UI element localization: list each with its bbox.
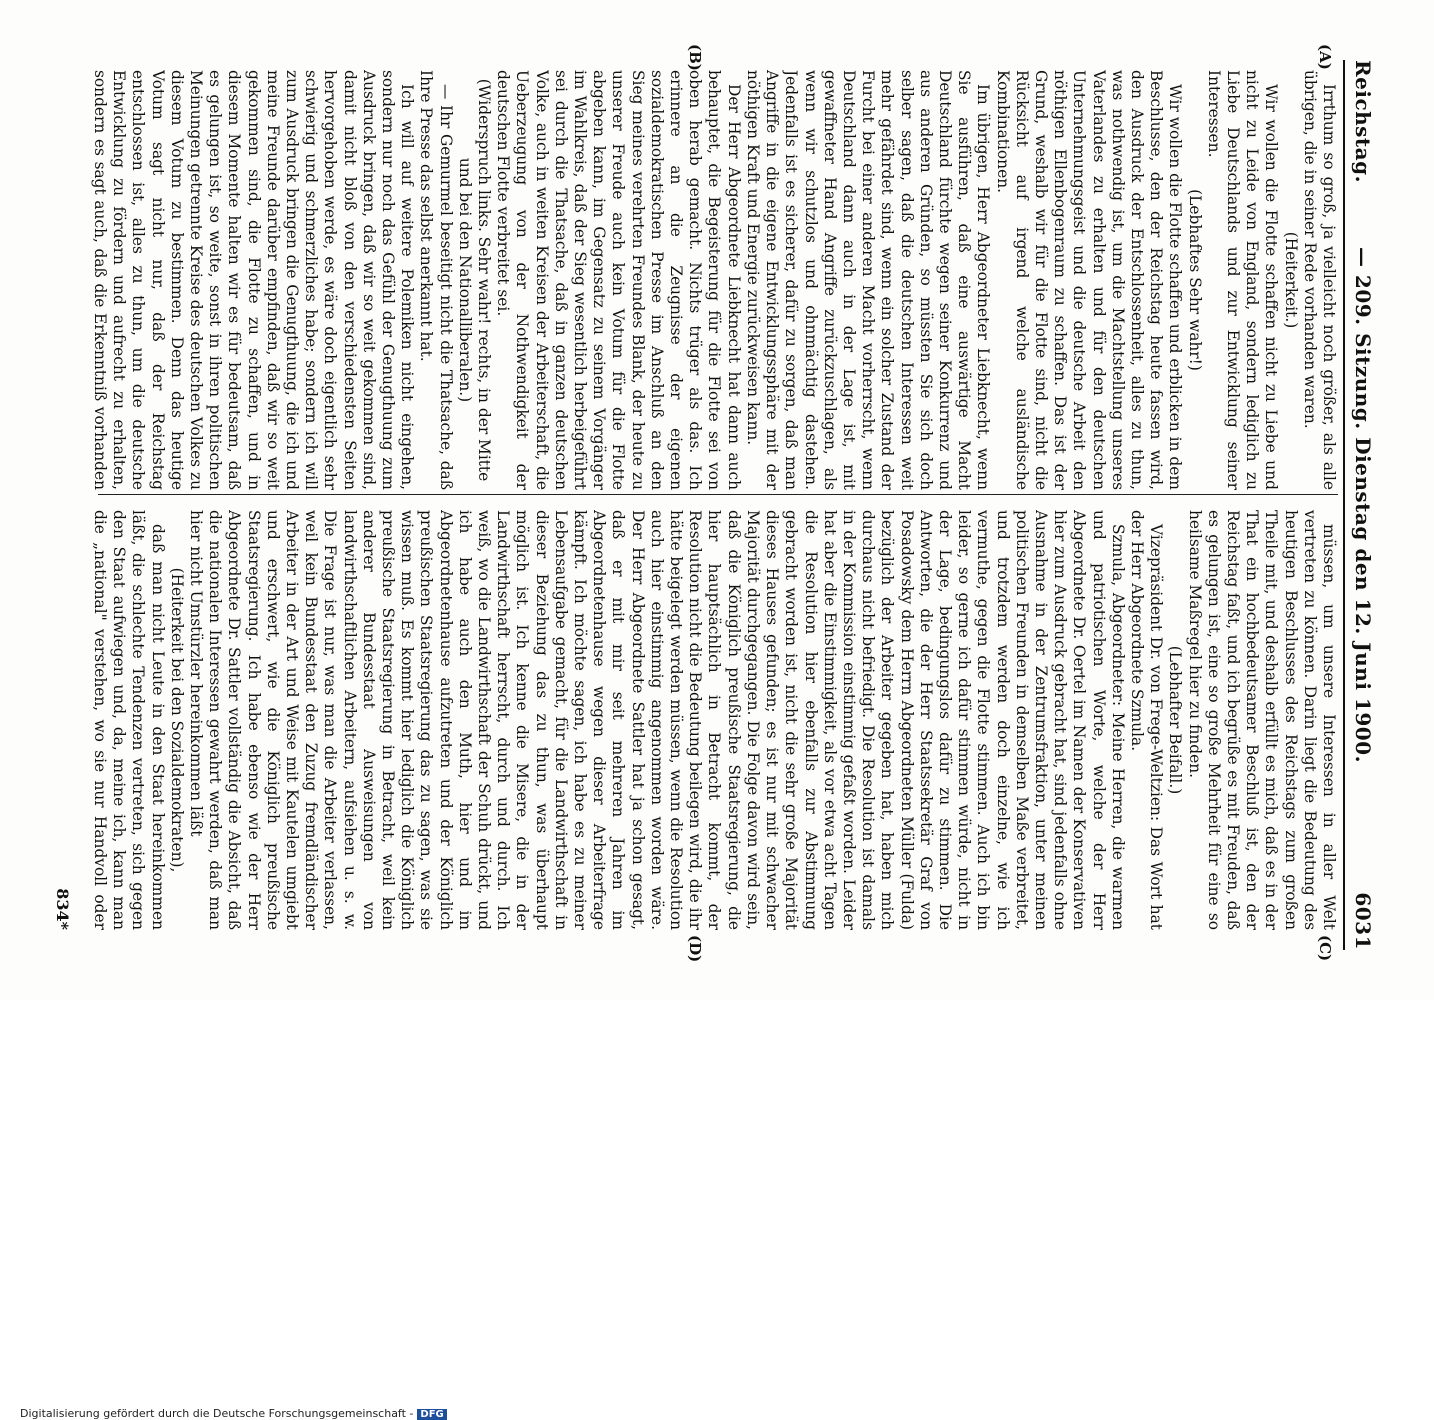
column-divider [98,494,1338,495]
paragraph: Vizepräsident Dr. von Frege-Weltzien: Das Wort hat der Herr Abgeordnete Szmula. [1127,510,1166,930]
interjection: (Widerspruch links. Sehr wahr! rechts, in der Mitte und bei den Nationalliberalen.) [455,78,494,482]
paragraph: Der Herr Abgeordnete Liebknecht hat dann auch behauptet, die Begeisterung für die Flotte sei von oben herab gemacht. Nichts trüger als das. Ich erinnere an die Zeugnisse der eigenen sozialdemokratischen Presse im Anschluß an den Sieg meines verehrten Freundes Blank, der heute zu unserer Freude auch kein Votum für die Flotte abgeben kann, im Gegensatz zu seinem Vorgänger im Wahlkreis, daß der Sieg wesentlich herbeigeführt sei durch die Thatsache, daß in ganzen deutschen Volke, auch in weiten Kreisen der Arbeiterschaft, die Ueberzeugung von der Nothwendigkeit der deutschen Flotte verbreitet sei. [494,70,743,490]
paragraph: — Ihr Gemurmel beseitigt nicht die Thatsache, daß Ihre Presse das selbst anerkannt hat. [417,70,455,490]
right-text-column [88,510,1338,930]
header-title [1351,60,1375,950]
header-page-number: 6031 [1351,892,1375,950]
left-text-column [88,70,1338,490]
paragraph: müssen, um unsere Interessen in aller Welt vertreten zu können. Darin liegt die Bedeutung des heutigen Beschlusses des Reichstags zum großen Theile mit, und deshalb erfüllt es mich, daß es in der That ein hochbedeutsamer Beschluß ist, den der Reichstag faßt, und ich begrüße es mit Freuden, daß es gelungen ist, eine so große Mehrheit für eine so heilsame Maßregel hier zu finden. [1185,510,1338,930]
dfg-watermark [20,1407,447,1420]
paragraph: Szmula, Abgeordneter: Meine Herren, die warmen und patriotischen Worte, welche der Herr Abgeordnete Dr. Oertel im Namen der Konservativen hier zum Ausdruck gebracht hat, sind jedenfalls ohne Ausnahme in der Zentrumsfraktion, unter meinen politischen Freunden in demselben Maße verbreitet, und trotzdem werden doch einzelne, wie ich vermuthe, gegen die Flotte stimmen. Auch ich bin leider, so gerne ich dafür stimmen würde, nicht in der Lage, bedingungslos dafür zu stimmen. Die Antworten, die der Herr Staatssekretär Graf von Posadowsky dem Herrn Abgeordneten Müller (Fulda) bezüglich der Arbeiter gegeben hat, haben mich durchaus nicht befriedigt. Die Resolution ist damals in der Kommission einstimmig gefaßt worden. Leider hat aber die Einstimmigkeit, als vor etwa acht Tagen die Resolution hier ebenfalls zur Abstimmung gebracht worden ist, nicht die sehr große Majorität dieses Hauses gefunden; es ist nur mit schwacher Majorität durchgegangen. Die Folge davon wird sein, daß die Königlich preußische Staatsregierung, die hier hauptsächlich in Betracht kommt, der Resolution nicht die Bedeutung beilegen wird, die ihr hätte beigelegt werden müssen, wenn die Resolution auch hier einstimmig angenommen worden wäre. Der Herr Abgeordnete Sattler hat ja schon gesagt, daß er mit mir seit mehreren Jahren im Abgeordnetenhause wegen dieser Arbeiterfrage kämpft. Ich möchte sagen, ich habe es zu meiner Lebensaufgabe gemacht, für die Landwirthschaft in dieser Beziehung das zu thun, was überhaupt möglich ist. Ich kenne die Misere, die in der Landwirthschaft herrscht, durch und durch. Ich weiß, wo die Landwirthschaft der Schuh drückt, und ich habe auch den Muth, hier und im Abgeordnetenhause aufzutreten und der Königlich preußischen Staatsregierung das zu sagen, was sie wissen muß. Es kommt hier lediglich die Königlich preußische Staatsregierung in Betracht, weil kein anderer Bundesstaat Ausweisungen von landwirthschaftlichen Arbeitern, aufsiehen u. s. w. Die Frage ist nur, was man die Arbeiter verlassen, weil kein Bundesstaat den Zuzug fremdländischer Arbeiter in der Art und Weise mit Kautelen umgiebt und erschwert, wie die Königlich preußische Staatsregierung. Ich habe ebenso wie der Herr Abgeordnete Dr. Sattler vollständig die Absicht, daß die nationalen Interessen gewahrt werden, daß man hier nicht Umstürzler hereinkommen läßt [187,510,1127,930]
margin-marker-b: (B) [686,44,704,71]
watermark-text: Digitalisierung gefördert durch die Deutsche Forschungsgemeinschaft - [20,1407,414,1420]
paragraph: Ich will auf weitere Polemiken nicht eingehen, sondern nur noch das Gefühl der Genugthuung zum Ausdruck bringen, daß wir so weit gekommen sind, damit nicht bloß von den verschiedensten Seiten hervorgehoben werde, es wäre doch eigentlich sehr schwierig und schmerzliches habe; sondern ich will zum Ausdruck bringen die Genugthuung, die ich und meine Freunde darüber empfinden, daß wir so weit gekommen sind, die Flotte zu schaffen, und in diesem Momente halten wir es für bedeutsam, daß es gelungen ist, so weite, sonst in ihren politischen Meinungen getrennte Kreise des deutschen Volkes zu diesem Votum zu bestimmen. Denn das heutige Votum sagt nicht nur, daß der Reichstag entschlossen ist, alles zu thun, um die deutsche Entwicklung zu fördern und aufrecht zu erhalten, sondern es sagt auch, daß die Erkenntniß vorhanden [91,70,417,490]
paragraph: daß man nicht Leute in den Staat hereinkommen läßt, die schlechte Tendenzen vertreten, sich gegen den Staat aufwiegen und, da, meine ich, kann man die „national" verstehen, wo sie nur Handvoll oder [91,510,167,930]
interjection: (Heiterkeit.) [1281,231,1300,329]
paragraph: Irrthum so groß, ja vielleicht noch größer, als alle übrigen, die in seiner Rede vorhanden waren. [1300,70,1338,490]
page-header [1348,60,1378,950]
paragraph: Im übrigen, Herr Abgeordneter Liebknecht, wenn Sie ausführen, daß eine auswärtige Macht Deutschland fürchte wegen seiner Konkurrenz und aus anderen Gründen, so müssten Sie sich doch selber sagen, daß die deutschen Interessen weit mehr gefährdet sind, wenn ein solcher Zustand der Furcht bei einer anderen Macht vorherrscht, wenn Deutschland dann auch in der Lage ist, mit gewaffneter Hand Angriffe zurückzuschlagen, als wenn wir schutzlos und ohnmächtig dastehen. Jedenfalls ist es sicherer, dafür zu sorgen, daß man Angriffe in die eigene Entwicklungssphäre mit der nöthigen Kraft und Energie zurückweisen kann. [743,70,993,490]
sheet-mark: 834* [53,888,72,930]
dfg-logo: DFG [417,1409,446,1420]
margin-marker-c: (C) [1316,935,1334,962]
margin-marker-a: (A) [1316,44,1334,70]
interjection: (Heiterkeit bei den Sozialdemokraten), [167,567,186,873]
header-date: Dienstag den 12. Juni 1900. [1351,437,1375,764]
paragraph: Wir wollen die Flotte schaffen nicht zu Liebe und nicht zu Leide von England, sondern lediglich zu Liebe Deutschlands und zur Entwicklung seiner Interessen. [1204,70,1281,490]
paragraph: Wir wollen die Flotte schaffen und erblicken in dem Beschlusse, den der Reichstag heute fassen wird, den Ausdruck der Entschlossenheit, alles zu thun, was nothwendig ist, um die Machtstellung unseres Vaterlandes zu erhalten und für den deutschen Unternehmungsgeist und die deutsche Arbeit den nöthigen Ellenbogenraum zu schaffen. Das ist der Grund, weshalb wir für die Flotte sind, nicht die Rücksicht auf irgend welche ausländische Kombinationen. [993,70,1185,490]
header-left: Reichstag. [1351,60,1375,184]
header-rule [1343,60,1345,950]
header-session: — 209. Sitzung. [1351,246,1375,430]
interjection: (Lebhafter Beifall.) [1166,645,1185,795]
interjection: (Lebhaftes Sehr wahr!) [1185,189,1204,371]
margin-marker-d: (D) [686,935,704,963]
